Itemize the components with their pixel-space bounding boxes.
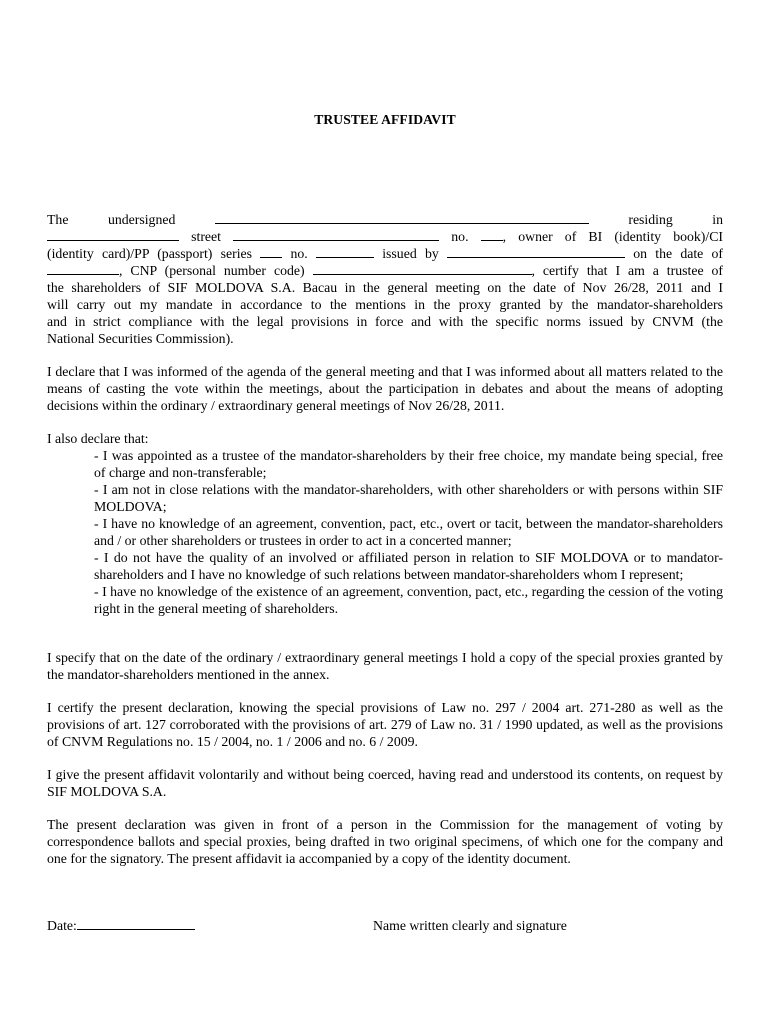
series-blank[interactable] <box>260 245 282 258</box>
intro-owner: , owner of BI (identity book)/CI <box>502 229 724 244</box>
intro-residing: residing <box>628 212 673 227</box>
intro-no: no. <box>451 229 469 244</box>
intro-issued: issued by <box>382 246 439 261</box>
intro-in: in <box>712 212 724 227</box>
signature-label: Name written clearly and signature <box>373 918 567 933</box>
paragraph-commission-text: The present declaration was given in front of a person in the Commission for the management of voting by correspondence ballots and special proxies, being drafted in two original specimens, of which one for the company and one for the signatory. The present affidavit ia accompanied by a copy of the identity document. <box>47 817 723 866</box>
street-number-blank[interactable] <box>481 228 503 241</box>
paragraph-voluntary <box>47 766 723 800</box>
date-field <box>47 917 195 934</box>
declaration-item-3: - I have no knowledge of an agreement, convention, pact, etc., overt or tacit, between the mandator-shareholders and / or other shareholders or trustees in order to act in a concerted manner; <box>94 516 723 548</box>
signature-field <box>373 917 567 934</box>
declaration-item-1: - I was appointed as a trustee of the mandator-shareholders by their free choice, my mandate being special, free of charge and non-transferable; <box>94 448 723 480</box>
name-blank[interactable] <box>215 211 589 224</box>
document-title <box>0 111 770 128</box>
intro-cnp: , CNP (personal number code) <box>119 263 305 278</box>
intro-id-no: no. <box>290 246 308 261</box>
intro-line-6: will carry out my mandate in accordance to the mentions in the proxy granted by the mandator-shareholders <box>47 297 723 312</box>
cnp-blank[interactable] <box>313 262 532 275</box>
intro-line-8: National Securities Commission). <box>47 331 234 346</box>
paragraph-commission <box>47 816 723 867</box>
paragraph-certify-text: I certify the present declaration, knowing the special provisions of Law no. 297 / 2004 art. 271-280 as well as the provisions of art. 127 corroborated with the provisions of art. 279 of Law no. 31 / 1990 updated, as well as the provisions of CNVM Regulations no. 15 / 2004, no. 1 / 2006 and no. 6 / 2009. <box>47 700 723 749</box>
intro-date-of: on the date of <box>633 246 724 261</box>
paragraph-copy <box>47 649 723 683</box>
title-text: TRUSTEE AFFIDAVIT <box>314 112 456 127</box>
intro-line-4 <box>47 262 723 279</box>
intro-identity: (identity card)/PP (passport) series <box>47 246 253 261</box>
intro-line-3 <box>47 245 723 262</box>
id-number-blank[interactable] <box>316 245 374 258</box>
declarations-list <box>47 447 723 617</box>
paragraph-informed <box>47 363 723 414</box>
paragraph-voluntary-text: I give the present affidavit volontarily and without being coerced, having read and understood its contents, on request by SIF MOLDOVA S.A. <box>47 767 723 799</box>
date-blank[interactable] <box>77 917 195 930</box>
intro-certify: , certify that I am a trustee of <box>531 263 723 278</box>
intro-line-1 <box>47 211 723 228</box>
declaration-item-2: - I am not in close relations with the mandator-shareholders, with other shareholders or with persons within SIF MOLDOVA; <box>94 482 723 514</box>
also-declare-heading: I also declare that: <box>47 431 149 446</box>
intro-line-2 <box>47 228 723 245</box>
paragraph-certify <box>47 699 723 750</box>
declaration-item-4: - I do not have the quality of an involved or affiliated person in relation to SIF MOLDOVA or to mandator-shareholders and I have no knowledge of such relations between mandator-shareholders whom I represent; <box>94 550 723 582</box>
intro-line-7: and in strict compliance with the legal provisions in force and with the specific norms issued by CNVM (the <box>47 314 723 329</box>
street-blank[interactable] <box>233 228 439 241</box>
issuer-blank[interactable] <box>447 245 625 258</box>
intro-section <box>47 211 723 347</box>
intro-street: street <box>191 229 222 244</box>
declaration-item-5: - I have no knowledge of the existence of an agreement, convention, pact, etc., regarding the cession of the voting right in the general meeting of shareholders. <box>94 584 723 616</box>
date-label: Date: <box>47 918 77 933</box>
issue-date-blank[interactable] <box>47 262 119 275</box>
intro-undersigned: undersigned <box>107 212 176 227</box>
intro-line-5: the shareholders of SIF MOLDOVA S.A. Bacau in the general meeting on the date of Nov 26/28, 2011 and I <box>47 280 723 295</box>
paragraph-copy-text: I specify that on the date of the ordinary / extraordinary general meetings I hold a copy of the special proxies granted by the mandator-shareholders mentioned in the annex. <box>47 650 723 682</box>
declarations-section <box>47 430 723 617</box>
intro-the: The <box>47 212 69 227</box>
residence-blank[interactable] <box>47 228 179 241</box>
paragraph-informed-text: I declare that I was informed of the agenda of the general meeting and that I was informed about all matters related to the means of casting the vote within the meetings, about the participation in debates and about the means of adopting decisions within the ordinary / extraordinary general meetings of Nov 26/28, 2011. <box>47 364 723 413</box>
